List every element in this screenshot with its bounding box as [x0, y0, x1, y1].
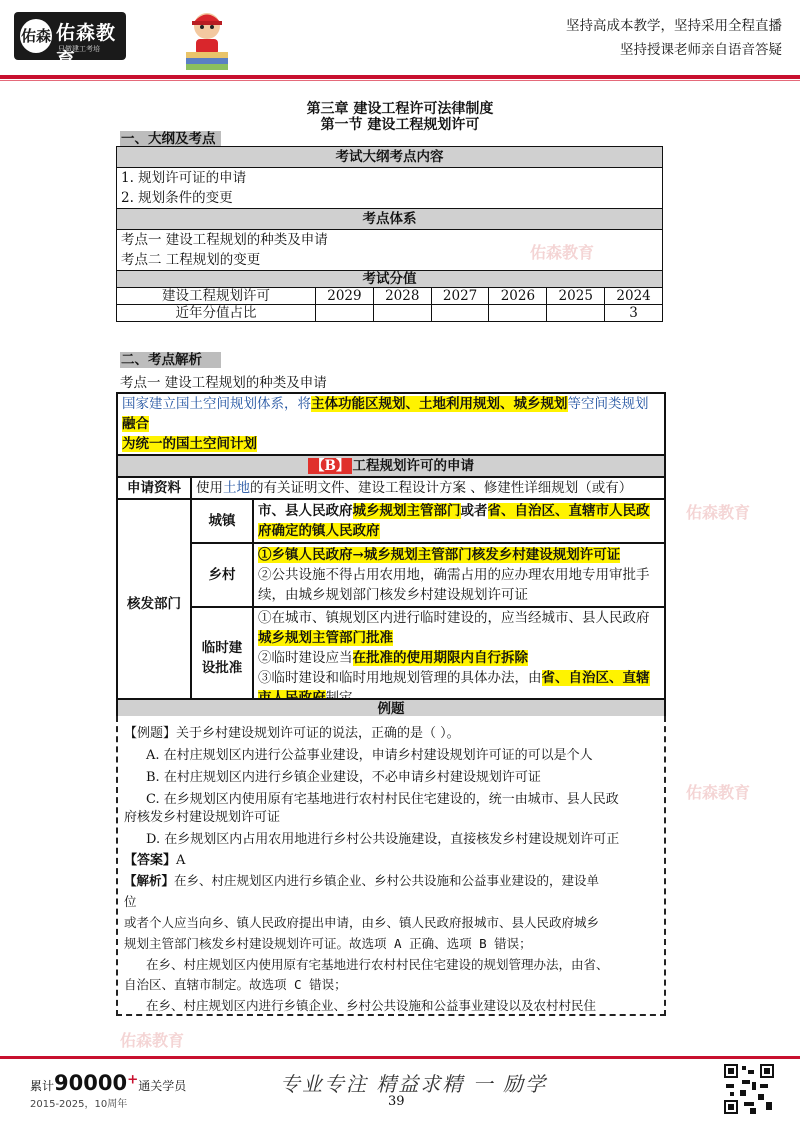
- outline-table-header: 考试大纲考点内容: [117, 147, 663, 168]
- permit-table-title: 【B】 工程规划许可的申请: [117, 455, 665, 477]
- point-item: 考点二 工程规划的变更: [117, 250, 663, 271]
- ratio-cell: [373, 305, 431, 322]
- explanation-3: 或者个人应当向乡、镇人民政府提出申请，由乡、镇人民政府报城市、县人民政府城乡: [124, 915, 600, 930]
- temp-label: 临时建 设批准: [191, 607, 253, 709]
- town-content: 市、县人民政府城乡规划主管部门或者省、自治区、直辖市人民政 府确定的镇人民政府: [253, 499, 665, 543]
- option-c-cont: 府核发乡村建设规划许可证: [124, 810, 281, 825]
- score-row-label: 建设工程规划许可: [117, 288, 316, 305]
- brand-logo: [14, 12, 126, 71]
- signature: 专业专注 精益求精 一 励学: [280, 1072, 548, 1096]
- option-c: C. 在乡规划区内使用原有宅基地进行农村村民住宅建设的，统一由城市、县人民政: [146, 792, 619, 807]
- apply-content: 使用土地的有关证明文件、建设工程设计方案 、修建性详细规划（或有）: [191, 477, 665, 499]
- ratio-cell: 3: [605, 305, 663, 322]
- slogan-line-1: 坚持高成本教学，坚持采用全程直播: [566, 18, 782, 34]
- ratio-cell: [489, 305, 547, 322]
- explanation-7: 在乡、村庄规划区内进行乡镇企业、乡村公共设施和公益事业建设以及农村村民住: [146, 998, 597, 1013]
- outline-item: 2. 规划条件的变更: [117, 188, 663, 209]
- year-cell: 2027: [431, 288, 489, 305]
- example-question: 【例题】关于乡村建设规划许可证的说法，正确的是（ ）。: [124, 726, 460, 741]
- explanation-6: 自治区、直辖市制定。故选项 C 错误；: [124, 977, 347, 992]
- town-label: 城镇: [191, 499, 253, 543]
- brand-name: 佑森教育: [56, 22, 117, 71]
- year-cell: 2025: [547, 288, 605, 305]
- explanation-5: 在乡、村庄规划区内使用原有宅基地进行农村村民住宅建设的规划管理办法，由省、: [146, 957, 609, 972]
- ratio-cell: [316, 305, 374, 322]
- point-item: 考点一 建设工程规划的种类及申请: [117, 230, 663, 251]
- ratio-label: 近年分值占比: [117, 305, 316, 322]
- analysis-heading: 二、考点解析: [120, 352, 221, 368]
- slogan-line-2: 坚持授课老师亲自语音答疑: [620, 42, 782, 58]
- header-divider: [0, 75, 800, 79]
- chapter-title: 第三章 建设工程许可法律制度: [306, 101, 494, 117]
- footer-years: 2015-2025，10周年: [30, 1099, 128, 1110]
- option-d: D. 在乡规划区内占用农用地进行乡村公共设施建设，直接核发乡村建设规划许可正: [146, 832, 620, 847]
- page-header: [0, 0, 800, 88]
- village-label: 乡村: [191, 543, 253, 607]
- header-divider-thin: [0, 80, 800, 81]
- qr-code-icon: [724, 1064, 774, 1114]
- option-b: B. 在村庄规划区内进行乡镇企业建设，不必申请乡村建设规划许可证: [146, 770, 541, 785]
- apply-label: 申请资料: [117, 477, 191, 499]
- outline-table: [116, 146, 663, 322]
- page-number: 39: [388, 1094, 405, 1109]
- ratio-cell: [547, 305, 605, 322]
- answer: 【答案】A: [124, 853, 186, 868]
- learner-count: 累计90000+通关学员 2015-2025，10周年: [30, 1071, 187, 1110]
- year-cell: 2028: [373, 288, 431, 305]
- watermark: 佑森教育: [120, 1031, 185, 1050]
- option-a: A. 在村庄规划区内进行公益事业建设，申请乡村建设规划许可证的可以是个人: [146, 748, 593, 763]
- brand-subtitle: 只做建工考培: [58, 45, 100, 53]
- explanation-1: 【解析】在乡、村庄规划区内进行乡镇企业、乡村公共设施和公益事业建设的，建设单: [124, 873, 600, 888]
- mascot-icon: [178, 6, 236, 72]
- watermark: 佑森教育: [686, 503, 751, 522]
- explanation-2: 位: [124, 894, 137, 909]
- village-content: ①乡镇人民政府→城乡规划主管部门核发乡村建设规划许可证 ②公共设施不得占用农用地，确需占用的应办理农用地专用审批手 续，由城乡规划部门核发乡村建设规划许可证: [253, 543, 665, 607]
- outline-heading: 一、大纲及考点: [120, 131, 221, 147]
- outline-item: 1. 规划许可证的申请: [117, 168, 663, 189]
- ratio-cell: [431, 305, 489, 322]
- year-cell: 2024: [605, 288, 663, 305]
- score-header: 考试分值: [117, 271, 663, 288]
- year-cell: 2026: [489, 288, 547, 305]
- temp-content: ①在城市、镇规划区内进行临时建设的，应当经城市、县人民政府 城乡规划主管部门批准 ②临时建设应当在批准的使用期限内自行拆除 ③临时建设和临时用地规划管理的具体办法，由省、自治区、直辖: [253, 607, 665, 709]
- analysis-point-title: 考点一 建设工程规划的种类及申请: [120, 375, 327, 391]
- explanation-4: 规划主管部门核发乡村建设规划许可证。故选项 A 正确、选项 B 错误；: [124, 936, 532, 951]
- section-title: 第一节 建设工程规划许可: [320, 117, 480, 133]
- permit-table: [116, 392, 666, 710]
- system-header: 考点体系: [117, 209, 663, 230]
- intro-cell: 国家建立国土空间规划体系，将主体功能区规划、土地利用规划、城乡规划等空间类规划融合 为统一的国土空间计划: [117, 393, 665, 455]
- year-cell: 2029: [316, 288, 374, 305]
- footer-divider: [0, 1056, 800, 1059]
- brand-seal-icon: 佑森: [20, 19, 52, 53]
- example-header: 例题: [116, 698, 666, 716]
- watermark: 佑森教育: [686, 783, 751, 802]
- watermark: 佑森教育: [530, 243, 595, 262]
- level-tag: 【B】: [308, 458, 352, 474]
- dept-label: 核发部门: [117, 499, 191, 709]
